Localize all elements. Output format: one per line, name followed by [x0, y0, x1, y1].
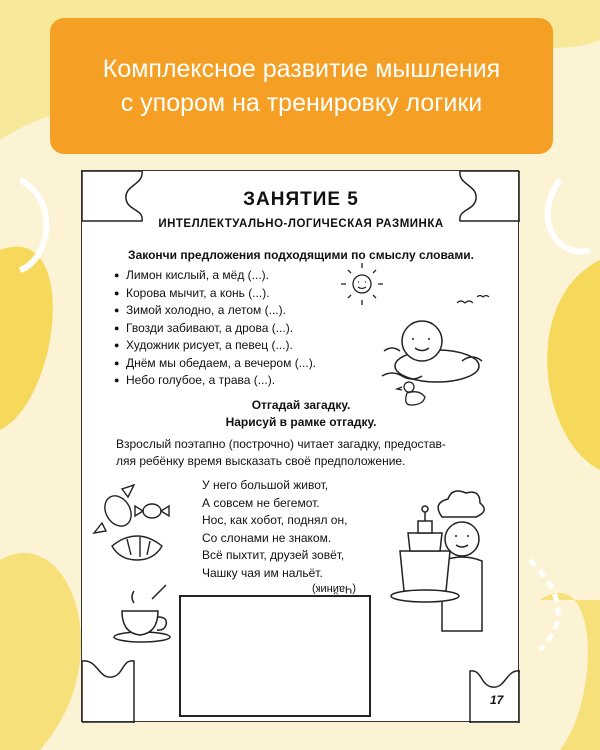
- chef-with-cake-icon: [391, 491, 484, 631]
- promo-banner: [50, 18, 553, 154]
- sun-icon: [341, 263, 383, 305]
- list-item: ● Небо голубое, а трава (...).: [114, 372, 316, 390]
- list-item: ● Гвозди забивают, а дрова (...).: [114, 320, 316, 338]
- list-item: ● Зимой холодно, а летом (...).: [114, 302, 316, 320]
- riddle-heading-line-2: Нарисуй в рамке отгадку.: [225, 415, 377, 429]
- adult-instruction: [116, 436, 496, 470]
- list-item: ● Художник рисует, а певец (...).: [114, 337, 316, 355]
- poem-line: Чашку чая им нальёт.: [202, 565, 323, 580]
- sentence-list: [114, 267, 316, 390]
- list-item: ● Лимон кислый, а мёд (...).: [114, 267, 316, 285]
- riddle-heading-line-1: Отгадай загадку.: [251, 398, 351, 412]
- banner-line-1: Комплексное развитие мышления: [102, 55, 501, 83]
- poem-line: А совсем не бегемот.: [202, 495, 320, 510]
- riddle-answer-upside-down: (Чайник): [312, 583, 356, 595]
- drawing-frame: [179, 595, 371, 717]
- poem-line: Нос, как хобот, поднял он,: [202, 513, 348, 527]
- croissant-icon: [112, 536, 162, 560]
- note-line-2: ляя ребёнку время высказать своё предположение.: [116, 454, 406, 468]
- banner-line-2: с упором на тренировку логики: [120, 89, 483, 117]
- riddle-heading: [82, 397, 520, 431]
- poem-line: Всё пыхтит, друзей зовёт,: [202, 548, 345, 562]
- poem-line: Со слонами не знаком.: [202, 530, 332, 545]
- section-subheading: ИНТЕЛЛЕКТУАЛЬНО-ЛОГИЧЕСКАЯ РАЗМИНКА: [158, 218, 444, 230]
- teacup-icon: [114, 585, 170, 642]
- riddle-poem: [202, 477, 347, 582]
- workbook-page: [81, 170, 519, 722]
- note-line-1: Взрослый поэтапно (построчно) читает загадку, предостав-: [116, 437, 446, 451]
- lesson-title: ЗАНЯТИЕ 5: [243, 189, 359, 210]
- list-item: ● Днём мы обедаем, а вечером (...).: [114, 355, 316, 373]
- swimming-child-icon: [382, 321, 482, 382]
- task-instruction: Закончи предложения подходящими по смыслу словами.: [128, 248, 474, 262]
- birds-icon: [457, 296, 489, 304]
- candy-icon: [94, 485, 169, 533]
- page-number: 17: [490, 693, 504, 707]
- list-item: ● Корова мычит, а конь (...).: [114, 285, 316, 303]
- poem-line: У него большой живот,: [202, 478, 329, 492]
